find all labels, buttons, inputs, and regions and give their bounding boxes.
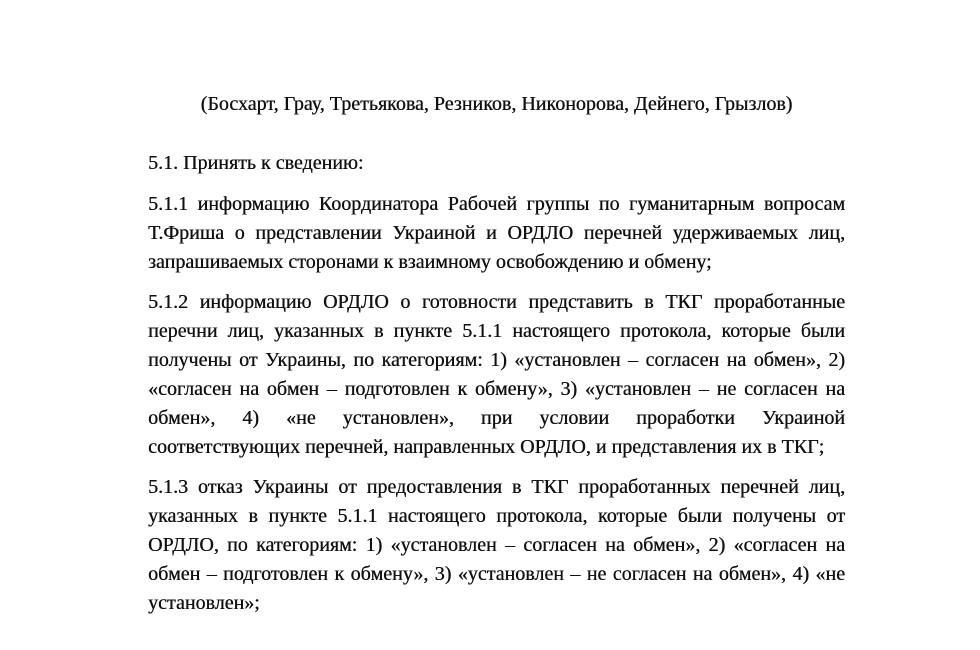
clause-5-1-3: 5.1.3 отказ Украины от предоставления в ТКГ проработанных перечней лиц, указанных в пункте 5.1.1 настоящего протокола, которые были получены от ОРДЛО, по категориям: 1) «установлен – согласен на обмен», 2) «согласен на обмен – подготовлен к обмену», 3) «установлен – не согласен на обмен», 4) «не установлен»; [148, 476, 845, 614]
clause-5-1-2: 5.1.2 информацию ОРДЛО о готовности представить в ТКГ проработанные перечни лиц, указанных в пункте 5.1.1 настоящего протокола, которые были получены от Украины, по категориям: 1) «установлен – согласен на обмен», 2) «согласен на обмен – подготовлен к обмену», 3) «установлен – не согласен на обмен», 4) «не установлен», при условии проработки Украиной соответствующих перечней, направленных ОРДЛО, и представления их в ТКГ; [148, 291, 845, 458]
signatories-line: (Босхарт, Грау, Третьякова, Резников, Никонорова, Дейнего, Грызлов) [200, 93, 793, 115]
clause-5-1: 5.1. Принять к сведению: [148, 152, 364, 174]
clause-5-1-1: 5.1.1 информацию Координатора Рабочей группы по гуманитарным вопросам Т.Фриша о представлении Украиной и ОРДЛО перечней удерживаемых лиц, запрашиваемых сторонами к взаимному освобождению и обмену; [148, 193, 845, 273]
